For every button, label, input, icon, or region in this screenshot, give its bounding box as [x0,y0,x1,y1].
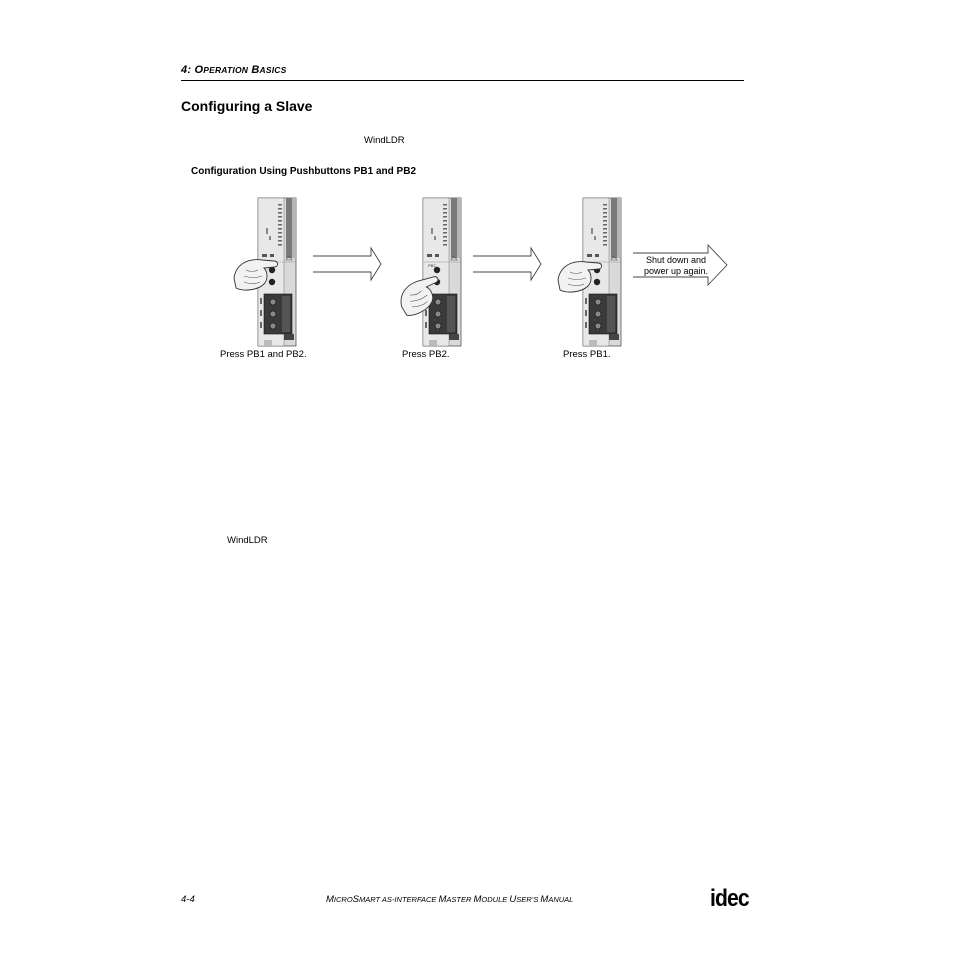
section-heading: Configuring a Slave [181,98,313,114]
windldr-reference-1: WindLDR [364,135,405,146]
final-arrow-line-2: power up again. [643,266,709,276]
step-caption-2: Press PB2. [402,349,450,360]
module-step-2 [395,198,461,346]
chapter-number: 4: [181,64,192,76]
step-caption-1: Press PB1 and PB2. [220,349,307,360]
final-arrow-line-1: Shut down and [645,255,707,265]
windldr-reference-2: WindLDR [227,535,268,546]
step-caption-3: Press PB1. [563,349,611,360]
module-step-3 [558,198,621,346]
step-arrow-1 [313,248,381,280]
idec-logo: idec [710,885,749,912]
page-number: 4-4 [181,894,195,905]
running-header: 4: OPERATION BASICS [181,64,287,76]
subsection-heading: Configuration Using Pushbuttons PB1 and PB2 [191,166,416,177]
module-pb2-label: PB2 [428,263,436,268]
step-arrow-2 [473,248,541,280]
final-arrow [633,245,727,285]
module-step-1 [234,198,296,346]
manual-title: MICROSMART AS-INTERFACE MASTER MODULE USER’S MANUAL [326,894,574,905]
